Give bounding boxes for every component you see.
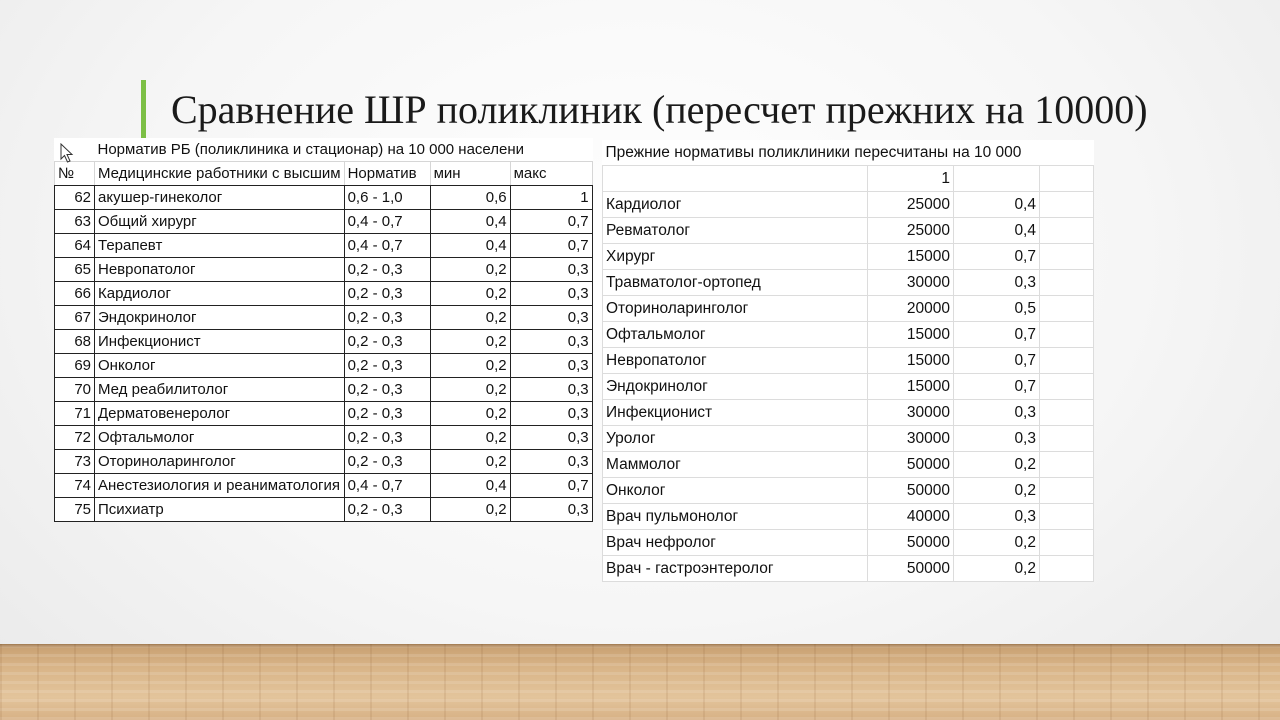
table-row: [603, 530, 1094, 556]
table-cell[interactable]: [603, 166, 868, 192]
table-row: [603, 478, 1094, 504]
table-cell[interactable]: 0,2 - 0,3: [344, 354, 430, 378]
table-row: [55, 186, 593, 210]
table-row: [55, 474, 593, 498]
table-cell[interactable]: 62: [55, 186, 95, 210]
table-cell[interactable]: [1040, 192, 1094, 218]
table-cell[interactable]: [1040, 478, 1094, 504]
table-row: [603, 374, 1094, 400]
table-cell[interactable]: 0,6: [430, 186, 510, 210]
table-cell[interactable]: 0,3: [510, 306, 592, 330]
table-cell[interactable]: 15000: [868, 322, 954, 348]
left-norms-table: [54, 138, 593, 522]
table-cell[interactable]: [1040, 244, 1094, 270]
table-cell[interactable]: Травматолог-ортопед: [603, 270, 868, 296]
table-cell[interactable]: [1040, 166, 1094, 192]
table-row: [55, 426, 593, 450]
table-cell[interactable]: 50000: [868, 530, 954, 556]
table-row: [55, 306, 593, 330]
table-cell[interactable]: Анестезиология и реаниматология: [95, 474, 345, 498]
table-cell[interactable]: Инфекционист: [603, 400, 868, 426]
table-cell[interactable]: 15000: [868, 244, 954, 270]
table-cell[interactable]: 50000: [868, 452, 954, 478]
table-cell[interactable]: 0,2: [954, 452, 1040, 478]
table-cell[interactable]: 0,3: [954, 504, 1040, 530]
table-cell[interactable]: [1040, 452, 1094, 478]
table-cell[interactable]: [1040, 530, 1094, 556]
table-cell[interactable]: 66: [55, 282, 95, 306]
table-cell[interactable]: 0,4: [430, 210, 510, 234]
table-row: [603, 322, 1094, 348]
right-table-caption-row: [603, 140, 1094, 166]
table-cell[interactable]: 0,5: [954, 296, 1040, 322]
table-cell[interactable]: Офтальмолог: [603, 322, 868, 348]
table-cell[interactable]: Инфекционист: [95, 330, 345, 354]
table-cell[interactable]: 0,2: [430, 498, 510, 522]
table-cell[interactable]: 0,7: [954, 322, 1040, 348]
table-cell[interactable]: [1040, 218, 1094, 244]
table-cell[interactable]: 0,7: [510, 234, 592, 258]
table-cell[interactable]: 0,3: [510, 258, 592, 282]
table-cell[interactable]: 0,2: [430, 282, 510, 306]
table-cell[interactable]: Кардиолог: [95, 282, 345, 306]
table-cell[interactable]: Маммолог: [603, 452, 868, 478]
table-cell[interactable]: 0,2 - 0,3: [344, 330, 430, 354]
column-header[interactable]: мин: [430, 162, 510, 186]
table-cell[interactable]: Психиатр: [95, 498, 345, 522]
table-cell[interactable]: 1: [510, 186, 592, 210]
table-cell[interactable]: акушер-гинеколог: [95, 186, 345, 210]
table-cell[interactable]: 0,2: [430, 330, 510, 354]
table-cell[interactable]: [1040, 296, 1094, 322]
mouse-pointer-icon: [60, 143, 74, 163]
table-cell[interactable]: [1040, 322, 1094, 348]
left-table-header-row: [55, 162, 593, 186]
table-cell[interactable]: 70: [55, 378, 95, 402]
wood-floor-background: [0, 644, 1280, 720]
table-cell[interactable]: 30000: [868, 270, 954, 296]
table-row: [55, 330, 593, 354]
table-row: [55, 282, 593, 306]
column-header[interactable]: Норматив: [344, 162, 430, 186]
table-cell[interactable]: 0,4: [430, 234, 510, 258]
table-cell[interactable]: Эндокринолог: [95, 306, 345, 330]
table-cell[interactable]: 0,2: [954, 556, 1040, 582]
table-row: [603, 218, 1094, 244]
table-cell[interactable]: Эндокринолог: [603, 374, 868, 400]
table-cell[interactable]: Хирург: [603, 244, 868, 270]
table-row: [55, 258, 593, 282]
table-cell[interactable]: 0,6 - 1,0: [344, 186, 430, 210]
table-cell[interactable]: 0,3: [510, 402, 592, 426]
table-cell[interactable]: 0,2: [430, 450, 510, 474]
table-cell[interactable]: 63: [55, 210, 95, 234]
table-row: [603, 296, 1094, 322]
table-cell[interactable]: 15000: [868, 348, 954, 374]
table-cell[interactable]: 69: [55, 354, 95, 378]
table-cell[interactable]: 0,4 - 0,7: [344, 210, 430, 234]
table-row: [603, 452, 1094, 478]
table-cell[interactable]: [1040, 348, 1094, 374]
table-cell[interactable]: 30000: [868, 426, 954, 452]
table-cell[interactable]: 0,4: [954, 192, 1040, 218]
table-cell[interactable]: Терапевт: [95, 234, 345, 258]
table-cell[interactable]: Мед реабилитолог: [95, 378, 345, 402]
table-cell[interactable]: 0,3: [510, 330, 592, 354]
right-norms-table: [602, 140, 1094, 582]
table-cell[interactable]: 0,3: [954, 400, 1040, 426]
table-cell[interactable]: 50000: [868, 556, 954, 582]
table-row: [55, 354, 593, 378]
table-cell[interactable]: 73: [55, 450, 95, 474]
table-cell[interactable]: 0,2: [430, 306, 510, 330]
table-row: [603, 400, 1094, 426]
table-row: [603, 192, 1094, 218]
table-cell[interactable]: 0,4 - 0,7: [344, 474, 430, 498]
table-row: [55, 378, 593, 402]
table-cell[interactable]: Офтальмолог: [95, 426, 345, 450]
table-cell[interactable]: 0,3: [954, 426, 1040, 452]
table-cell[interactable]: Врач пульмонолог: [603, 504, 868, 530]
table-cell[interactable]: 0,3: [510, 450, 592, 474]
column-header[interactable]: №: [55, 162, 95, 186]
table-cell[interactable]: Врач - гастроэнтеролог: [603, 556, 868, 582]
table-cell[interactable]: 0,7: [954, 348, 1040, 374]
table-cell[interactable]: Онколог: [95, 354, 345, 378]
table-cell[interactable]: 0,2: [430, 402, 510, 426]
table-row: [603, 556, 1094, 582]
table-cell[interactable]: 0,4 - 0,7: [344, 234, 430, 258]
table-cell[interactable]: Врач нефролог: [603, 530, 868, 556]
title-accent-bar: [141, 80, 146, 142]
table-row: [603, 270, 1094, 296]
table-cell[interactable]: [1040, 426, 1094, 452]
right-table-header-row: [603, 166, 1094, 192]
table-cell[interactable]: 0,3: [510, 354, 592, 378]
table-cell[interactable]: 0,2 - 0,3: [344, 450, 430, 474]
table-row: [55, 402, 593, 426]
table-cell[interactable]: 0,2 - 0,3: [344, 402, 430, 426]
table-cell[interactable]: [1040, 504, 1094, 530]
table-cell[interactable]: 0,2 - 0,3: [344, 258, 430, 282]
column-header[interactable]: Медицинские работники с высшим: [95, 162, 345, 186]
table-cell[interactable]: 0,3: [510, 498, 592, 522]
table-cell[interactable]: 75: [55, 498, 95, 522]
table-cell[interactable]: 0,4: [430, 474, 510, 498]
table-cell[interactable]: 72: [55, 426, 95, 450]
table-cell[interactable]: 0,2: [430, 354, 510, 378]
table-cell[interactable]: 0,7: [954, 374, 1040, 400]
table-cell[interactable]: 0,2 - 0,3: [344, 426, 430, 450]
table-cell[interactable]: Оториноларинголог: [603, 296, 868, 322]
table-cell[interactable]: 0,4: [954, 218, 1040, 244]
table-cell[interactable]: 0,7: [954, 244, 1040, 270]
table-cell[interactable]: 30000: [868, 400, 954, 426]
table-cell[interactable]: Невропатолог: [603, 348, 868, 374]
table-cell[interactable]: 0,2 - 0,3: [344, 306, 430, 330]
table-cell[interactable]: 0,3: [954, 270, 1040, 296]
table-cell[interactable]: Невропатолог: [95, 258, 345, 282]
table-cell[interactable]: 25000: [868, 218, 954, 244]
table-cell[interactable]: 15000: [868, 374, 954, 400]
table-cell[interactable]: [1040, 556, 1094, 582]
table-row: [55, 234, 593, 258]
table-cell[interactable]: 71: [55, 402, 95, 426]
table-cell[interactable]: Оториноларинголог: [95, 450, 345, 474]
table-cell[interactable]: 0,2: [430, 258, 510, 282]
table-cell[interactable]: 0,3: [510, 282, 592, 306]
left-table-caption[interactable]: Норматив РБ (поликлиника и стационар) на 10 000 населени: [95, 138, 593, 162]
table-cell[interactable]: 0,2: [430, 378, 510, 402]
table-cell[interactable]: Кардиолог: [603, 192, 868, 218]
table-cell[interactable]: 0,2 - 0,3: [344, 282, 430, 306]
table-cell[interactable]: 0,2: [430, 426, 510, 450]
table-cell[interactable]: 20000: [868, 296, 954, 322]
header-value-cell[interactable]: 1: [868, 166, 954, 192]
table-cell[interactable]: 0,2: [954, 478, 1040, 504]
table-cell[interactable]: 0,3: [510, 378, 592, 402]
column-header[interactable]: макс: [510, 162, 592, 186]
table-cell[interactable]: Онколог: [603, 478, 868, 504]
slide-title: Сравнение ШР поликлиник (пересчет прежних на 10000): [171, 87, 1148, 132]
table-row: [603, 244, 1094, 270]
table-cell[interactable]: 50000: [868, 478, 954, 504]
table-cell[interactable]: 0,7: [510, 474, 592, 498]
left-table-caption-row: [55, 138, 593, 162]
table-row: [55, 450, 593, 474]
table-cell[interactable]: Уролог: [603, 426, 868, 452]
table-row: [603, 348, 1094, 374]
table-cell[interactable]: 0,2: [954, 530, 1040, 556]
table-cell[interactable]: Дерматовенеролог: [95, 402, 345, 426]
table-cell[interactable]: 0,2 - 0,3: [344, 378, 430, 402]
table-cell[interactable]: 25000: [868, 192, 954, 218]
table-row: [603, 426, 1094, 452]
table-row: [55, 210, 593, 234]
table-cell[interactable]: 68: [55, 330, 95, 354]
table-cell[interactable]: Ревматолог: [603, 218, 868, 244]
table-cell[interactable]: 0,3: [510, 426, 592, 450]
table-row: [603, 504, 1094, 530]
table-cell[interactable]: 0,2 - 0,3: [344, 498, 430, 522]
table-row: [55, 498, 593, 522]
right-table-caption[interactable]: Прежние нормативы поликлиники пересчитаны на 10 000: [605, 143, 1022, 161]
table-cell[interactable]: 67: [55, 306, 95, 330]
table-cell[interactable]: [954, 166, 1040, 192]
table-cell[interactable]: [1040, 270, 1094, 296]
table-cell[interactable]: 64: [55, 234, 95, 258]
table-cell[interactable]: 40000: [868, 504, 954, 530]
table-cell[interactable]: 0,7: [510, 210, 592, 234]
table-cell[interactable]: 74: [55, 474, 95, 498]
table-cell[interactable]: [1040, 374, 1094, 400]
table-cell[interactable]: Общий хирург: [95, 210, 345, 234]
table-cell[interactable]: 65: [55, 258, 95, 282]
table-cell[interactable]: [1040, 400, 1094, 426]
